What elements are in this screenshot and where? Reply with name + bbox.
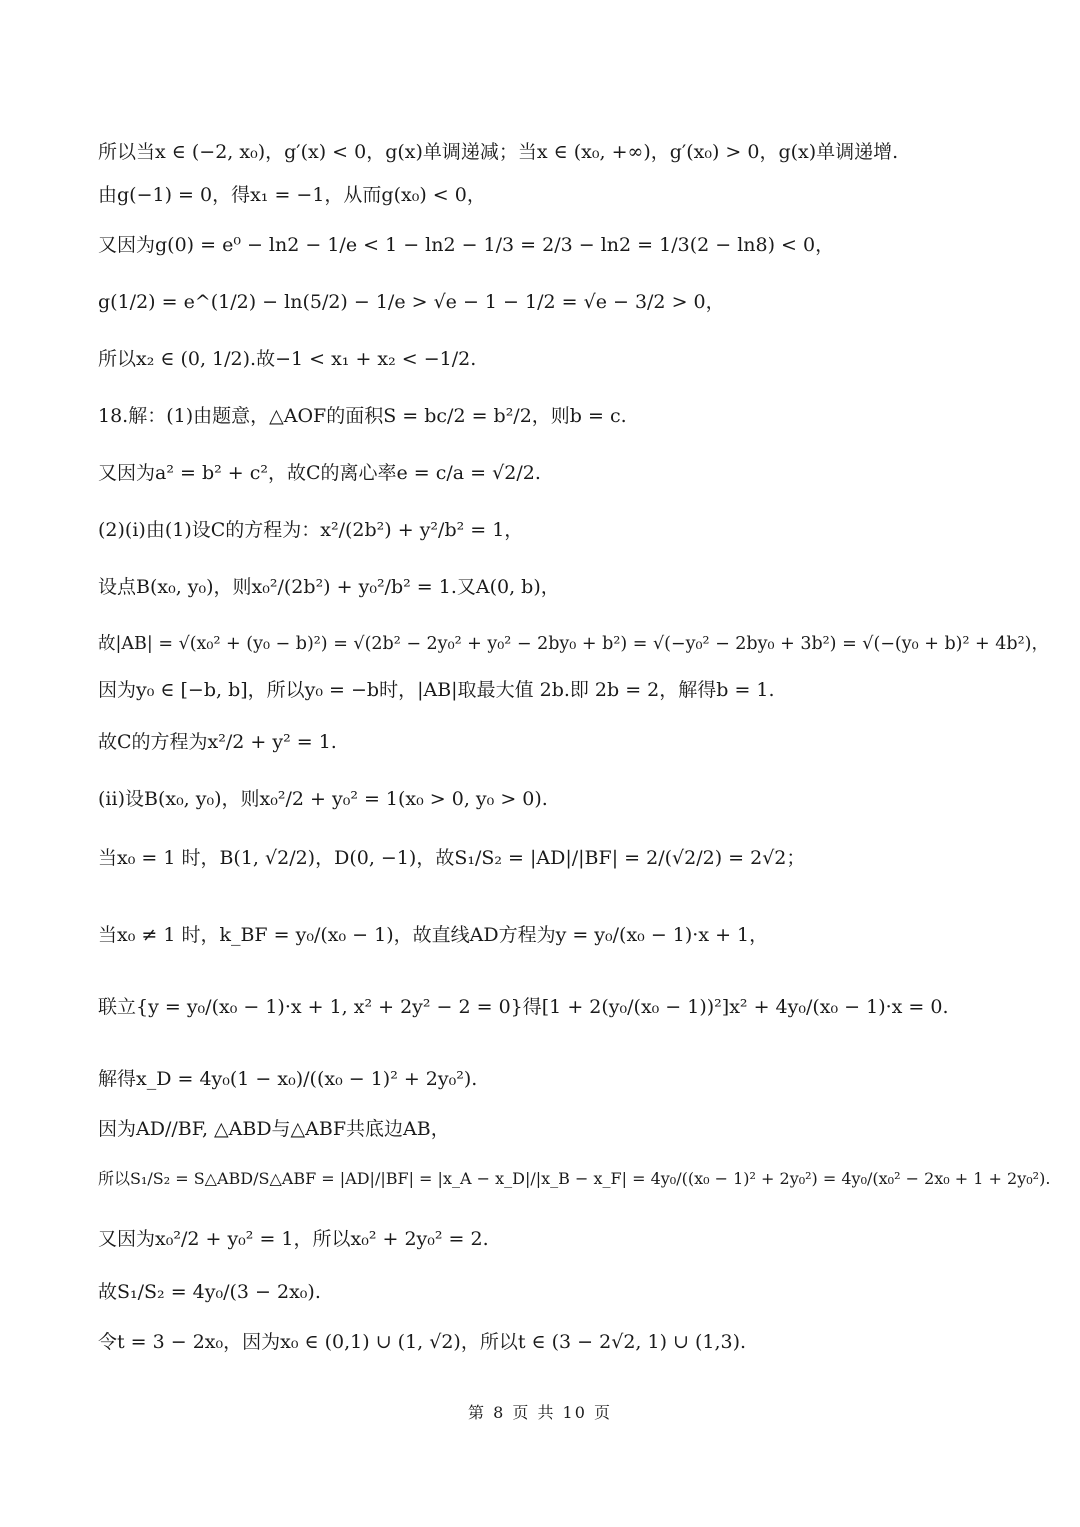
text-line: 由g(−1) = 0，得x₁ = −1，从而g(x₀) < 0， — [98, 184, 486, 206]
text-line: 解得x_D = 4y₀(1 − x₀)/((x₀ − 1)² + 2y₀²). — [98, 1068, 478, 1090]
text-line: 当x₀ = 1 时，B(1, √2/2)，D(0, −1)，故S₁/S₂ = |AD|/|BF| = 2/(√2/2) = 2√2； — [98, 847, 806, 869]
text-line: 故S₁/S₂ = 4y₀/(3 − 2x₀). — [98, 1281, 321, 1303]
text-line: 令t = 3 − 2x₀，因为x₀ ∈ (0,1) ∪ (1, √2)，所以t ∈ (3 − 2√2, 1) ∪ (1,3). — [98, 1331, 747, 1353]
text-line: (ii)设B(x₀, y₀)，则x₀²/2 + y₀² = 1(x₀ > 0, y₀ > 0). — [98, 788, 548, 810]
text-line: 因为y₀ ∈ [−b, b]，所以y₀ = −b时，|AB|取最大值 2b.即 2b = 2，解得b = 1. — [98, 679, 775, 701]
text-line: 又因为x₀²/2 + y₀² = 1，所以x₀² + 2y₀² = 2. — [98, 1228, 489, 1250]
page-footer: 第 8 页 共 10 页 — [468, 1403, 612, 1422]
text-line: 当x₀ ≠ 1 时，k_BF = y₀/(x₀ − 1)，故直线AD方程为y = y₀/(x₀ − 1)·x + 1， — [98, 924, 769, 946]
text-line: 联立{y = y₀/(x₀ − 1)·x + 1, x² + 2y² − 2 = 0}得[1 + 2(y₀/(x₀ − 1))²]x² + 4y₀/(x₀ − 1)·x = 0. — [98, 996, 949, 1018]
text-line: 故C的方程为x²/2 + y² = 1. — [98, 731, 337, 753]
text-line: 所以S₁/S₂ = S△ABD/S△ABF = |AD|/|BF| = |x_A − x_D|/|x_B − x_F| = 4y₀/((x₀ − 1)² + 2y₀²) = 4y₀/(x₀² − 2x₀ + 1 + 2y₀²). — [98, 1169, 1051, 1188]
text-line: 所以当x ∈ (−2, x₀)，g′(x) < 0，g(x)单调递减；当x ∈ (x₀, +∞)，g′(x₀) > 0，g(x)单调递增. — [98, 141, 899, 163]
text-line: 又因为a² = b² + c²，故C的离心率e = c/a = √2/2. — [98, 462, 541, 484]
text-line: 因为AD//BF, △ABD与△ABF共底边AB， — [98, 1118, 450, 1140]
text-line: g(1/2) = e^(1/2) − ln(5/2) − 1/e > √e − 1 − 1/2 = √e − 3/2 > 0， — [98, 291, 725, 313]
text-line: 设点B(x₀, y₀)，则x₀²/(2b²) + y₀²/b² = 1.又A(0, b)， — [98, 576, 560, 598]
text-line: 所以x₂ ∈ (0, 1/2).故−1 < x₁ + x₂ < −1/2. — [98, 348, 477, 370]
text-line: 18.解：(1)由题意，△AOF的面积S = bc/2 = b²/2，则b = c. — [98, 405, 627, 427]
text-line: (2)(i)由(1)设C的方程为：x²/(2b²) + y²/b² = 1， — [98, 519, 524, 541]
text-line: 又因为g(0) = e⁰ − ln2 − 1/e < 1 − ln2 − 1/3 = 2/3 − ln2 = 1/3(2 − ln8) < 0， — [98, 234, 835, 256]
text-line: 故|AB| = √(x₀² + (y₀ − b)²) = √(2b² − 2y₀² + y₀² − 2by₀ + b²) = √(−y₀² − 2by₀ + 3b²) = √(−(y₀ + b)² + 4b²)， — [98, 634, 1049, 654]
